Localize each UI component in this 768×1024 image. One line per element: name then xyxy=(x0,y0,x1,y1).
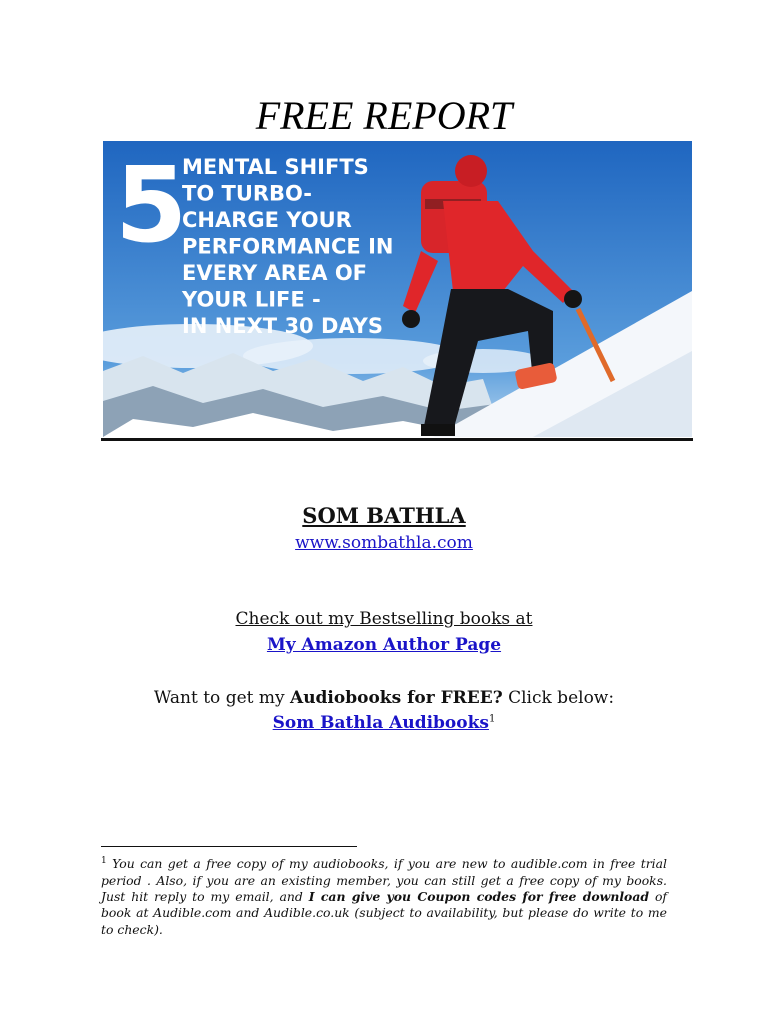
audiobook-row xyxy=(0,713,768,733)
website-row xyxy=(0,533,768,553)
banner-line: YOUR LIFE - xyxy=(182,287,321,312)
footnote-reference: 1 xyxy=(488,713,496,725)
audiobook-offer-text xyxy=(0,688,768,708)
website-link[interactable]: www.sombathla.com xyxy=(295,533,473,553)
banner-line: CHARGE YOUR xyxy=(182,208,352,232)
banner-line: PERFORMANCE IN xyxy=(182,234,394,259)
footnote-text-b: of book at Audible.com and Audible.co.uk (subject to availability, but please do write to me to check). xyxy=(101,888,668,937)
author-name: SOM BATHLA xyxy=(302,503,466,528)
bestselling-text: Check out my Bestselling books at xyxy=(235,609,533,629)
boot xyxy=(421,424,455,436)
footnote xyxy=(101,853,667,938)
audio-prefix: Want to get my xyxy=(153,688,290,708)
cover-banner-image xyxy=(103,141,692,437)
banner-line: TO TURBO- xyxy=(182,181,312,206)
audio-bold: Audiobooks for FREE? xyxy=(290,688,503,708)
audio-suffix: Click below: xyxy=(502,688,615,708)
banner-number: 5 xyxy=(115,144,188,266)
banner-line: MENTAL SHIFTS xyxy=(182,155,369,179)
climber-head xyxy=(455,155,487,187)
banner-divider xyxy=(101,438,693,441)
banner-line: EVERY AREA OF xyxy=(182,261,368,285)
footnote-marker: 1 xyxy=(101,856,107,866)
footnote-divider xyxy=(101,846,357,847)
right-glove xyxy=(564,290,582,308)
audiobooks-link[interactable]: Som Bathla Audibooks xyxy=(272,713,489,733)
left-glove xyxy=(402,310,420,328)
report-title: FREE REPORT xyxy=(255,93,513,138)
banner-line: IN NEXT 30 DAYS xyxy=(182,314,383,338)
amazon-author-page-link[interactable]: My Amazon Author Page xyxy=(266,635,502,655)
footnote-text-a: You can get a free copy of my audiobooks, if you are new to audible.com in free trial period . Also, if you are an existing member, you can still get a free copy of my books. Just hit reply to my email, and xyxy=(101,856,667,904)
amazon-row xyxy=(0,635,768,655)
footnote-bold: I can give you Coupon codes for free download xyxy=(308,888,650,904)
